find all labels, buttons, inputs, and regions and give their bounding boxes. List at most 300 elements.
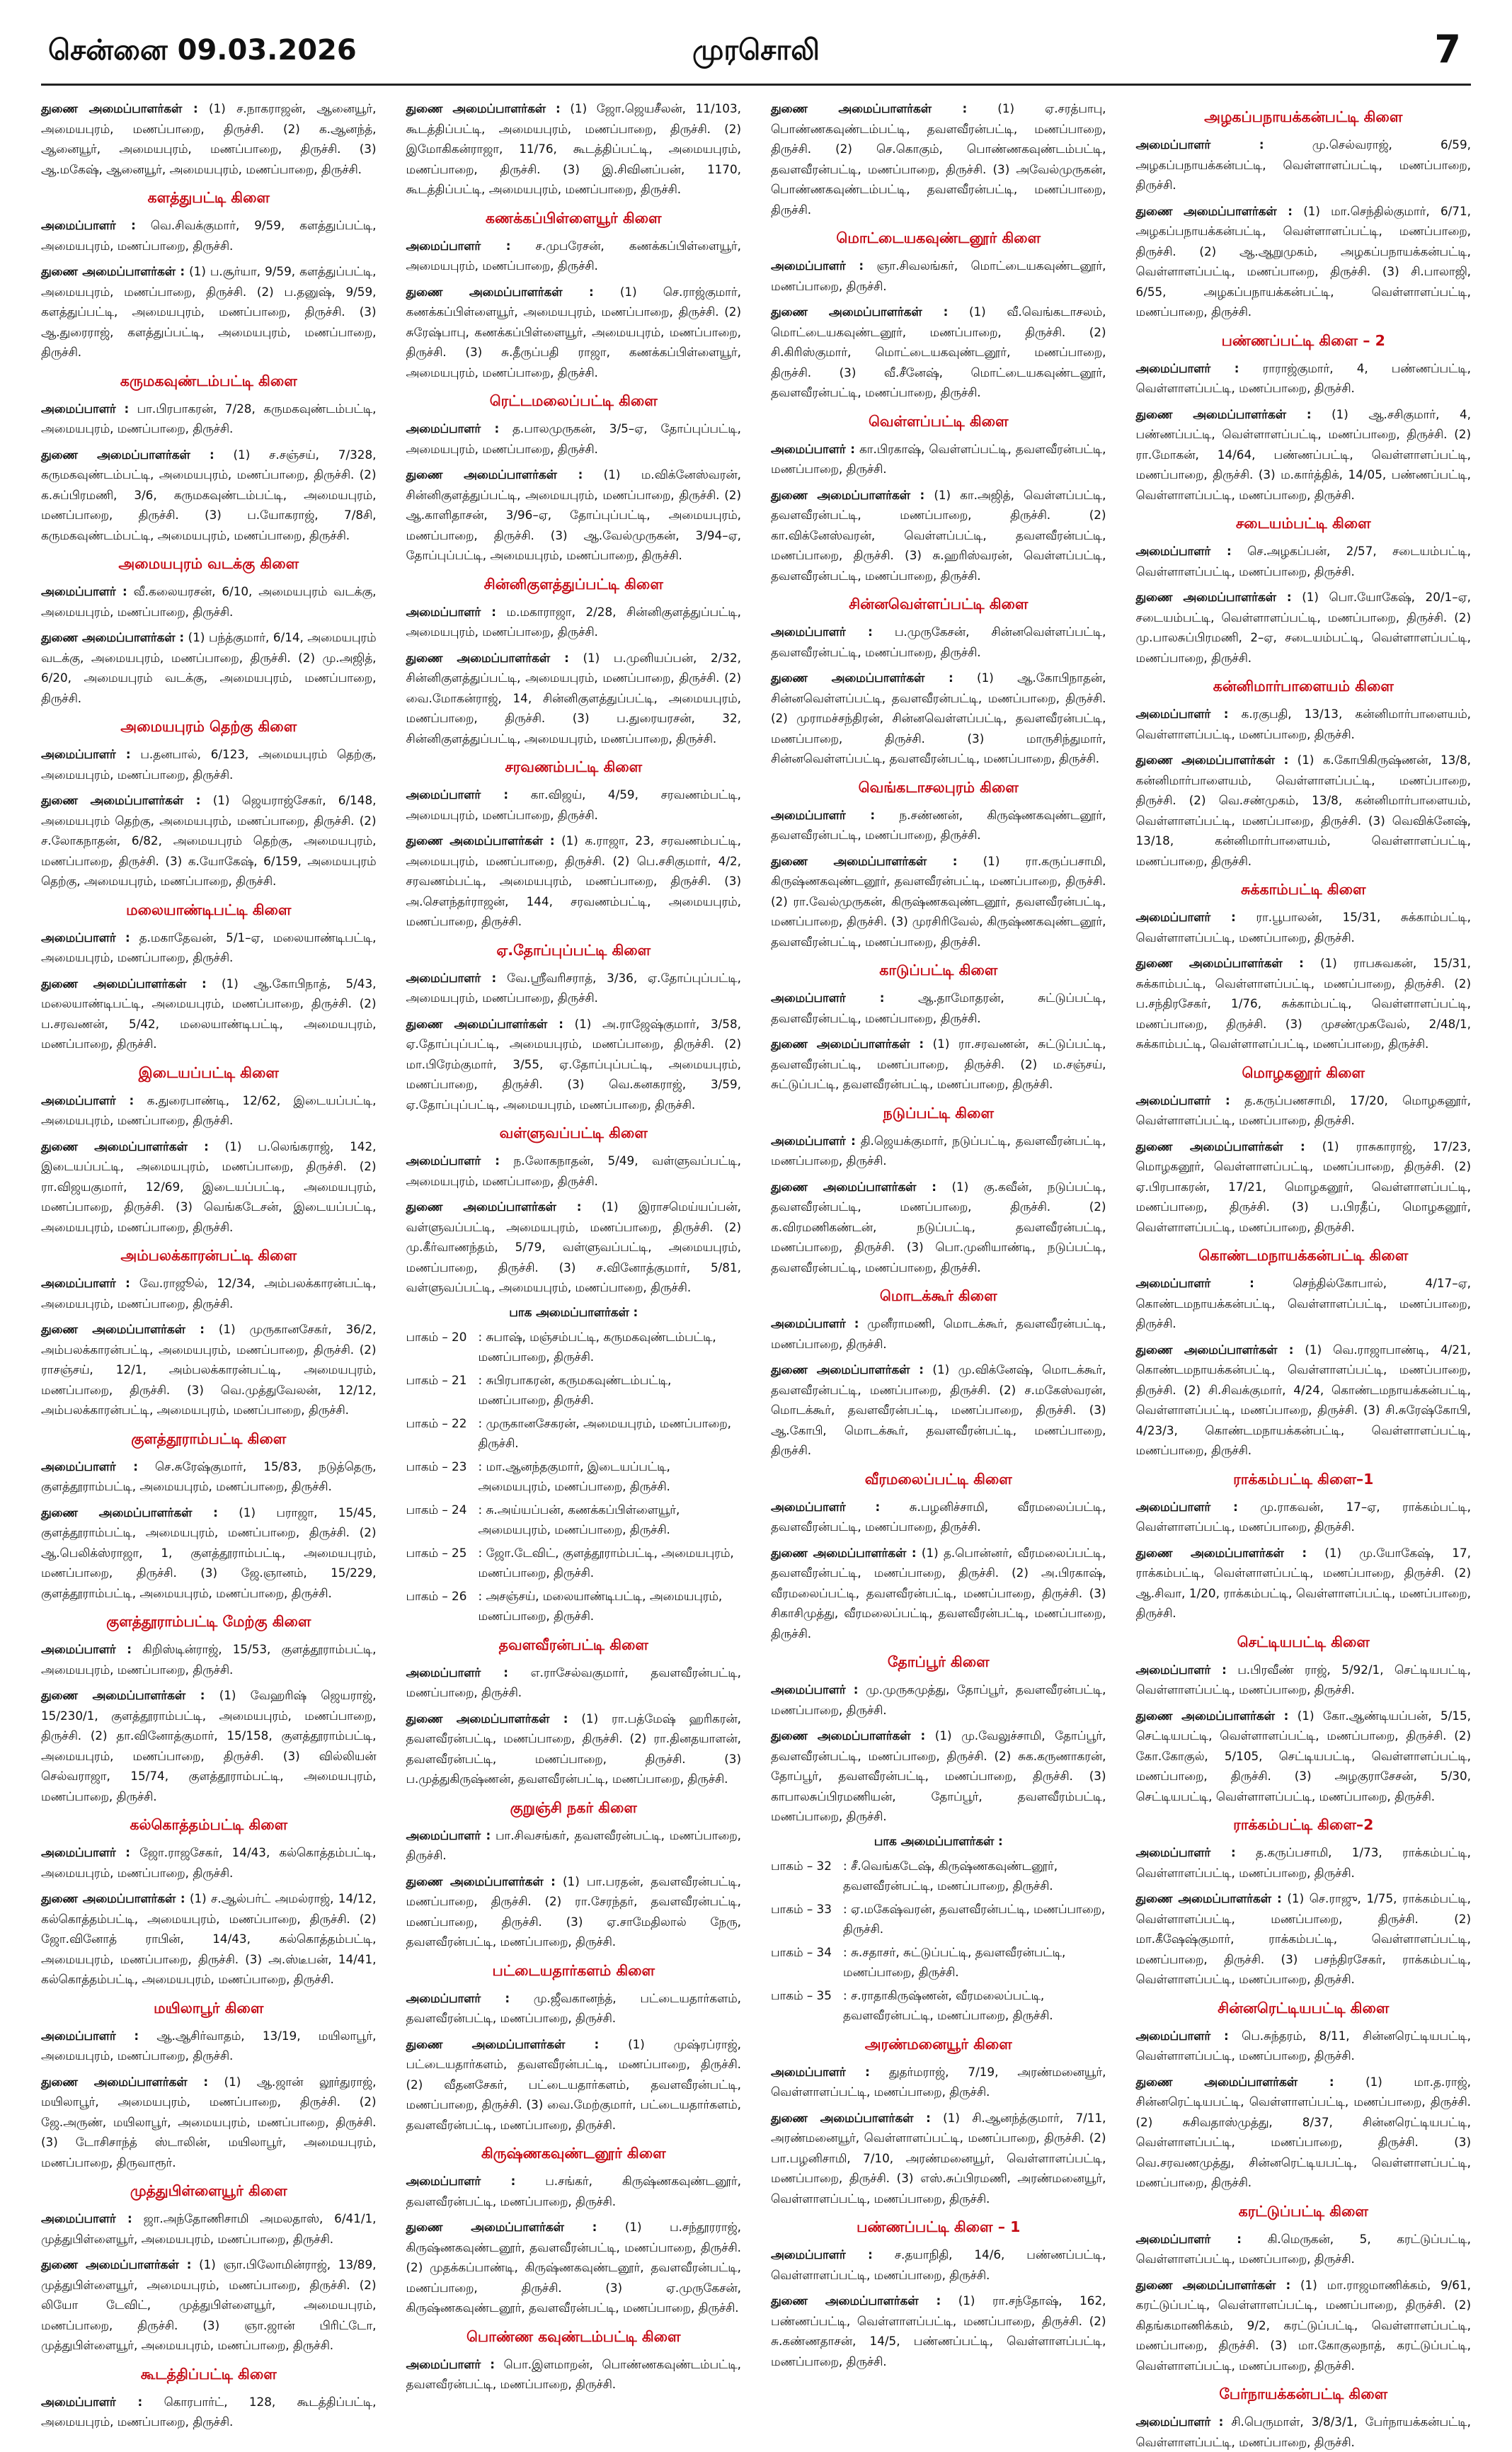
- branch-section: [41, 555, 377, 708]
- role-label: துணை அமைப்பாளர்கள் :: [406, 1199, 582, 1214]
- member-details: பா.பிரபாகரன், 7/28, கருமகவுண்டம்பட்டி, அமையபுரம், மணப்பாறை, திருச்சி.: [41, 401, 377, 435]
- branch-title: பொண்ண கவுண்டம்பட்டி கிளை: [466, 2327, 681, 2345]
- role-label: அமைப்பாளர் :: [41, 2394, 143, 2409]
- branch-title: செட்டியபட்டி கிளை: [1237, 1633, 1370, 1650]
- member-entry: [771, 2062, 1106, 2102]
- member-details: (1) செ.ராஜ்குமார், கணக்கப்பிள்ளையூர், அமையபுரம், மணப்பாறை, திருச்சி. (2) சுரேஷ்பாபு, கணக்கப்பிள்ளையூர், அமையபுரம், மணப்பாறை, திருச்சி. (3) சு.தீருப்பதி ராஜா, கணக்கப்பிள்ளையூர், அமையபுரம், மணப்பாறை, திருச்சி.: [406, 284, 742, 380]
- member-entry: [1136, 2275, 1472, 2376]
- branch-section: [41, 901, 377, 1054]
- member-details: (1) க.ராஜா, 23, சரவணம்பட்டி, அமையபுரம், மணப்பாறை, திருச்சி. (2) பெ.சசிகுமார், 4/2, சரவணம்பட்டி, அமையபுரம், மணப்பாறை, திருச்சி. (3) அ.செளந்தர்ராஜன், 144, சரவணம்பட்டி, அமையபுரம், மணப்பாறை, திருச்சி.: [406, 833, 741, 928]
- branch-section: [1136, 2385, 1472, 2452]
- role-label: துணை அமைப்பாளர்கள் :: [406, 284, 594, 299]
- role-label: அமைப்பாளர் :: [41, 930, 130, 945]
- member-details: மு.ராகவன், 17–ஏ, ராக்கம்பட்டி, வெள்ளாளப்பட்டி, மணப்பாறை, திருச்சி.: [1135, 1499, 1471, 1534]
- booth-organizer: : மா.ஆனந்தகுமார், இடையப்பட்டி, அமையபுரம், மணப்பாறை, திருச்சி.: [478, 1459, 670, 1493]
- branch-title: கல்கொத்தம்பட்டி கிளை: [130, 1816, 288, 1833]
- member-entry: [771, 622, 1106, 662]
- branch-section: [406, 98, 742, 200]
- masthead: [41, 0, 1471, 86]
- member-entry: [1136, 1842, 1472, 1883]
- role-label: அமைப்பாளர் :: [771, 1316, 859, 1330]
- booth-number: பாகம் – 25: [406, 1545, 467, 1560]
- branch-title: ஏ.தோப்புப்பட்டி கிளை: [496, 941, 651, 959]
- role-label: அமைப்பாளர் :: [406, 970, 497, 985]
- role-label: அமைப்பாளர் :: [41, 1642, 132, 1656]
- member-details: வீ.கலையரசன், 6/10, அமையபுரம் வடக்கு, அமையபுரம், மணப்பாறை, திருச்சி.: [41, 584, 377, 619]
- member-entry: [41, 399, 377, 439]
- column-2: [406, 98, 742, 2391]
- branch-section: [771, 1653, 1106, 2026]
- booth-organizer: : சு.சதாசர், சுட்டுப்பட்டி, தவளவீரன்பட்டி, மணப்பாறை, திருச்சி.: [843, 1944, 1066, 1979]
- member-details: பெ.சுந்தரம், 8/11, சின்னரெட்டியபட்டி, வெள்ளாளப்பட்டி, மணப்பாறை, திருச்சி.: [1135, 2028, 1471, 2063]
- branch-title: தோப்பூர் கிளை: [887, 1653, 990, 1670]
- member-details: மு.செல்வராஜ், 6/59, அழகப்பநாயக்கன்பட்டி, வெள்ளாளப்பட்டி, மணப்பாறை, திருச்சி.: [1135, 137, 1471, 192]
- booth-number: பாகம் – 22: [406, 1415, 467, 1430]
- branch-title: அமையபுரம் தெற்கு கிளை: [120, 718, 297, 735]
- member-entry: [1136, 1660, 1472, 1700]
- page-number: 7: [1434, 27, 1461, 72]
- member-details: (1) ப.முனியப்பன், 2/32, சின்னிகுளத்துப்பட்டி, அமையபுரம், மணப்பாறை, திருச்சி. (2) வை.மோகன்ராஜ், 14, சின்னிகுளத்துப்பட்டி, அமையபுரம், மணப்பாறை, திருச்சி. (3) ப.துரையரசன், 32, சின்னிகுளத்துப்பட்டி, அமையபுரம், மணப்பாறை, திருச்சி.: [406, 650, 741, 746]
- branch-section: [771, 98, 1106, 219]
- column-4: [1135, 98, 1472, 2449]
- member-details: (1) சி.ஆனந்த்குமார், 7/11, அரண்மனையூர், வெள்ளாளப்பட்டி, மணப்பாறை, திருச்சி. (2) பா.பழனிசாமி, 7/10, அரண்மனையூர், வெள்ளாளப்பட்டி, மணப்பாறை, திருச்சி. (3) எஸ்.சுப்பிரமணி, அரண்மனையூர், வெள்ளாளப்பட்டி, மணப்பாறை, திருச்சி.: [771, 2110, 1106, 2206]
- member-entry: [41, 2208, 377, 2249]
- member-details: (1) ச.ஆல்பர்ட் அமல்ராஜ், 14/12, கல்கொத்தம்பட்டி, அமையபுரம், மணப்பாறை, திருச்சி. (2) ஜோ.வினோத் ராபின், 14/43, கல்கொத்தம்பட்டி, அமையபுரம், மணப்பாறை, திருச்சி. (3) அ.ஸ்டீபன், 14/41, கல்கொத்தம்பட்டி, அமையபுரம், மணப்பாறை, திருச்சி.: [41, 1891, 377, 1986]
- booth-row: [771, 1942, 1106, 1983]
- member-details: பா.சிவசங்கர், தவளவீரன்பட்டி, மணப்பாறை, திருச்சி.: [406, 1827, 741, 1862]
- member-details: (1) அ.ராஜேஷ்குமார், 3/58, ஏ.தோப்புப்பட்டி, அமையபுரம், மணப்பாறை, திருச்சி. (2) மா.பிரேம்குமார், 3/55, ஏ.தோப்புப்பட்டி, அமையபுரம், மணப்பாறை, திருச்சி. (3) வெ.கனகராஜ், 3/59, ஏ.தோப்புப்பட்டி, அமையபுரம், மணப்பாறை, திருச்சி.: [406, 1016, 741, 1112]
- branch-section: [771, 962, 1106, 1095]
- branch-title: சின்னிகுளத்துப்பட்டி கிளை: [483, 575, 663, 593]
- member-entry: [41, 1136, 377, 1238]
- member-details: கிறிஸ்டின்ராஜ், 15/53, குளத்தூராம்பட்டி, அமையபுரம், மணப்பாறை, திருச்சி.: [41, 1642, 377, 1677]
- branch-section: [41, 98, 377, 179]
- member-details: (1) மா.ராஜமாணிக்கம், 9/61, கரட்டுப்பட்டி, வெள்ளாளப்பட்டி, மணப்பாறை, திருச்சி. (2) கிதங்கமாணிக்கம், 9/2, கரட்டுப்பட்டி, வெள்ளாளப்பட்டி, மணப்பாறை, திருச்சி. (3) மா.கோகுலநாத், கரட்டுப்பட்டி, வெள்ளாளப்பட்டி, மணப்பாறை, திருச்சி.: [1135, 2277, 1471, 2373]
- branch-title: மொடக்கூர் கிளை: [879, 1287, 997, 1304]
- branch-title: அம்பலக்காரன்பட்டி கிளை: [120, 1247, 297, 1264]
- role-label: துணை அமைப்பாளர்கள் :: [771, 1179, 937, 1194]
- member-entry: [406, 785, 742, 825]
- role-label: துணை அமைப்பாளர்கள் :: [771, 2110, 931, 2125]
- booth-organizer: : சு.அய்யப்பன், கணக்கப்பிள்ளையூர், அமையபுரம், மணப்பாறை, திருச்சி.: [478, 1502, 680, 1536]
- booth-organizer: : ச.ராதாகிருஷ்ணன், வீரமலைப்பட்டி, தவளவீரன்பட்டி, மணப்பாறை, திருச்சி.: [843, 1988, 1053, 2022]
- member-details: (1) ஆ.சசிகுமார், 4, பண்ணப்பட்டி, வெள்ளாளப்பட்டி, மணப்பாறை, திருச்சி. (2) ரா.மோகன், 14/64, பண்ணப்பட்டி, வெள்ளாளப்பட்டி, மணப்பாறை, திருச்சி. (3) ம.கார்த்திக், 14/05, பண்ணப்பட்டி, வெள்ளாளப்பட்டி, மணப்பாறை, திருச்சி.: [1135, 406, 1471, 502]
- role-label: துணை அமைப்பாளர்கள் :: [406, 1874, 556, 1888]
- role-label: துணை அமைப்பாளர்கள் :: [406, 2036, 600, 2051]
- branch-section: [1136, 2000, 1472, 2193]
- member-details: (1) ச.நாகராஜன், ஆனையூர், அமையபுரம், மணப்பாறை, திருச்சி. (2) க.ஆனந்த், ஆனையூர், அமையபுரம், மணப்பாறை, திருச்சி. (3) ஆ.மகேஷ், ஆனையூர், அமையபுரம், மணப்பாறை, திருச்சி.: [41, 101, 377, 176]
- branch-title: சரவணம்பட்டி கிளை: [505, 758, 643, 775]
- branch-section: [771, 595, 1106, 769]
- member-entry: [771, 439, 1106, 479]
- role-label: அமைப்பாளர் :: [41, 2028, 139, 2043]
- member-entry: [1136, 201, 1472, 322]
- role-label: அமைப்பாளர் :: [1135, 1499, 1238, 1514]
- member-details: செ.அழகப்பன், 2/57, சடையம்பட்டி, வெள்ளாளப்பட்டி, மணப்பாறை, திருச்சி.: [1135, 544, 1471, 578]
- member-details: கா.விஜய், 4/59, சரவணம்பட்டி, அமையபுரம், மணப்பாறை, திருச்சி.: [406, 787, 741, 822]
- role-label: அமைப்பாளர் :: [771, 1133, 856, 1148]
- member-entry: [41, 1456, 377, 1497]
- member-entry: [406, 1988, 742, 2029]
- member-entry: [771, 1543, 1106, 1644]
- role-label: துணை அமைப்பாளர்கள் :: [406, 1711, 568, 1726]
- role-label: அமைப்பாளர் :: [1135, 1845, 1236, 1859]
- branch-section: [771, 2218, 1106, 2371]
- member-details: (1) பராஜா, 15/45, குளத்தூராம்பட்டி, அமையபுரம், மணப்பாறை, திருச்சி. (2) ஆ.பெலிக்ஸ்ராஜா, 1, குளத்தூராம்பட்டி, அமையபுரம், மணப்பாறை, திருச்சி. (3) ஜே.ஞானம், 15/229, குளத்தூராம்பட்டி, அமையபுரம், மணப்பாறை, திருச்சி.: [41, 1505, 377, 1600]
- branch-title: சுக்காம்பட்டி கிளை: [1240, 881, 1366, 898]
- column-1: [41, 98, 377, 2429]
- column-3: [771, 98, 1106, 2368]
- member-entry: [771, 851, 1106, 952]
- branch-section: [1136, 1633, 1472, 1807]
- member-details: (1) மா.செந்தில்குமார், 6/71, அழகப்பநாயக்கன்பட்டி, வெள்ளாளப்பட்டி, மணப்பாறை, திருச்சி. (2) ஆ.ஆறுமுகம், அழகப்பநாயக்கன்பட்டி, வெள்ளாளப்பட்டி, மணப்பாறை, திருச்சி. (3) சி.பாலாஜி, 6/55, அழகப்பநாயக்கன்பட்டி, வெள்ளாளப்பட்டி, மணப்பாறை, திருச்சி.: [1135, 203, 1471, 319]
- branch-section: [41, 1430, 377, 1604]
- branch-section: [41, 189, 377, 363]
- branch-title: சடையம்பட்டி கிளை: [1235, 515, 1371, 532]
- booth-organizer: : அசஞ்சய், மலையாண்டிபட்டி, அமையபுரம், மணப்பாறை, திருச்சி.: [478, 1588, 723, 1623]
- role-label: அமைப்பாளர் :: [406, 787, 509, 802]
- branch-title: மலையாண்டிபட்டி கிளை: [126, 901, 292, 918]
- member-details: (1) பொ.யோகேஷ், 20/1–ஏ, சடையம்பட்டி, வெள்ளாளப்பட்டி, மணப்பாறை, திருச்சி. (2) மு.பாலசுப்பிரமணி, 2–ஏ, சடையம்பட்டி, வெள்ளாளப்பட்டி, மணப்பாறை, திருச்சி.: [1135, 590, 1471, 665]
- booth-organizer: : முருகானசேகரன், அமையபுரம், மணப்பாறை, திருச்சி.: [478, 1415, 731, 1450]
- role-label: அமைப்பாளர் :: [406, 238, 511, 253]
- member-details: (1) த.பொன்னர், வீரமலைப்பட்டி, தவளவீரன்பட்டி, மணப்பாறை, திருச்சி. (2) அ.பிரகாஷ், வீரமலைப்பட்டி, தவளவீரன்பட்டி, மணப்பாறை, திருச்சி. (3) சிகாசிமுத்து, வீரமலைப்பட்டி, தவளவீரன்பட்டி, மணப்பாறை, திருச்சி.: [771, 1545, 1106, 1641]
- role-label: துணை அமைப்பாளர்கள் :: [41, 793, 201, 807]
- role-label: துணை அமைப்பாளர்கள் :: [771, 853, 958, 868]
- member-entry: [406, 2171, 742, 2211]
- member-entry: [406, 2217, 742, 2318]
- member-details: (1) ரா.கருப்பசாமி, கிருஷ்ணகவுண்டனூர், தவளவீரன்பட்டி, மணப்பாறை, திருச்சி. (2) ரா.வேல்முருகன், கிருஷ்ணகவுண்டனூர், தவளவீரன்பட்டி, மணப்பாறை, திருச்சி. (3) முரசிரிவேல், கிருஷ்ணகவுண்டனூர், தவளவீரன்பட்டி, மணப்பாறை, திருச்சி.: [771, 853, 1106, 949]
- role-label: அமைப்பாளர் :: [41, 401, 130, 416]
- role-label: துணை அமைப்பாளர்கள் :: [1135, 753, 1289, 767]
- branch-section: [41, 2000, 377, 2173]
- role-label: துணை அமைப்பாளர்கள் :: [1135, 956, 1304, 970]
- booth-row: [771, 1985, 1106, 2026]
- booth-number: பாகம் – 23: [406, 1459, 467, 1473]
- member-entry: [1136, 1340, 1472, 1461]
- member-details: ச.தயாநிதி, 14/6, பண்ணப்பட்டி, வெள்ளாளப்பட்டி, மணப்பாறை, திருச்சி.: [771, 2247, 1106, 2282]
- member-details: முனீராமணி, மொடக்கூர், தவளவீரன்பட்டி, மணப்பாறை, திருச்சி.: [771, 1316, 1106, 1351]
- role-label: அமைப்பாளர் :: [406, 1827, 491, 1842]
- booth-organizer: : ஏ.மகேஷ்வரன், தவளவீரன்பட்டி, மணப்பாறை, திருச்சி.: [843, 1901, 1106, 1936]
- role-label: அமைப்பாளர் :: [41, 2211, 132, 2225]
- member-entry: [1136, 2229, 1472, 2269]
- branch-title: பட்டையதார்களம் கிளை: [492, 1961, 655, 1979]
- member-entry: [41, 1639, 377, 1680]
- member-details: ஆ.தாமோதரன், சுட்டுப்பட்டி, தவளவீரன்பட்டி, மணப்பாறை, திருச்சி.: [771, 991, 1106, 1025]
- member-details: (1) ஏ.சரத்பாபு, பொண்ணகவுண்டம்பட்டி, தவளவீரன்பட்டி, மணப்பாறை, திருச்சி. (2) செ.கொகும், பொண்ணகவுண்டம்பட்டி, தவளவீரன்பட்டி, மணப்பாறை, திருச்சி. (3) அவேல்முருகன், பொண்ணகவுண்டம்பட்டி, தவளவீரன்பட்டி, மணப்பாறை, திருச்சி.: [771, 101, 1106, 217]
- member-details: (1) மு.யோகேஷ், 17, ராக்கம்பட்டி, வெள்ளாளப்பட்டி, மணப்பாறை, திருச்சி. (2) ஆ.சிவா, 1/20, ராக்கம்பட்டி, வெள்ளாளப்பட்டி, மணப்பாறை, திருச்சி.: [1135, 1545, 1471, 1620]
- member-entry: [771, 1359, 1106, 1461]
- booth-row: [406, 1543, 742, 1583]
- role-label: அமைப்பாளர் :: [771, 625, 873, 639]
- member-entry: [41, 1319, 377, 1420]
- member-details: ச.முபரேசன், கணக்கப்பிள்ளையூர், அமையபுரம், மணப்பாறை, திருச்சி.: [406, 238, 741, 273]
- member-entry: [771, 1313, 1106, 1354]
- booth-number: பாகம் – 35: [771, 1988, 832, 2002]
- member-entry: [1136, 1090, 1472, 1131]
- branch-title: களத்துபட்டி கிளை: [147, 189, 270, 206]
- member-entry: [771, 988, 1106, 1028]
- branch-title: கூடத்திப்பட்டி கிளை: [140, 2365, 277, 2383]
- role-label: அமைப்பாளர் :: [1135, 137, 1264, 152]
- branch-title: ராக்கம்பட்டி கிளை–2: [1233, 1816, 1374, 1833]
- member-entry: [771, 2108, 1106, 2209]
- role-label: துணை அமைப்பாளர்கள் :: [406, 2220, 597, 2234]
- member-details: ரா.பூபாலன், 15/31, சுக்காம்பட்டி, வெள்ளாளப்பட்டி, மணப்பாறை, திருச்சி.: [1135, 910, 1471, 945]
- member-details: (1) ராசுகாராஜ், 17/23, மொழகனூர், வெள்ளாளப்பட்டி, மணப்பாறை, திருச்சி. (2) ஏ.பிரபாகரன், 17/21, மொழகனூர், வெள்ளாளப்பட்டி, மணப்பாறை, திருச்சி. (3) ப.பிரதீப், மொழகனூர், வெள்ளாளப்பட்டி, மணப்பாறை, திருச்சி.: [1135, 1139, 1471, 1234]
- branch-title: குளத்தூராம்பட்டி கிளை: [131, 1430, 287, 1447]
- member-entry: [406, 1871, 742, 1952]
- branch-section: [771, 229, 1106, 403]
- member-entry: [41, 627, 377, 708]
- member-details: செ.சுரேஷ்குமார், 15/83, நடுத்தெரு, குளத்தூராம்பட்டி, அமையபுரம், மணப்பாறை, திருச்சி.: [41, 1459, 377, 1493]
- member-details: (1) மு.விக்னேஷ், மொடக்கூர், தவளவீரன்பட்டி, மணப்பாறை, திருச்சி. (2) ச.மகேஸ்வரன், மொடக்கூர், தவளவீரன்பட்டி, மணப்பாறை, திருச்சி. (3) ஆ.கோபி, மொடக்கூர், தவளவீரன்பட்டி, மணப்பாறை, திருச்சி.: [771, 1362, 1106, 1457]
- role-label: துணை அமைப்பாளர்கள் :: [771, 671, 953, 685]
- member-entry: [406, 98, 742, 200]
- branch-section: [406, 1124, 742, 1626]
- role-label: அமைப்பாளர் :: [1135, 1093, 1230, 1107]
- member-details: த.கருப்பசாமி, 1/73, ராக்கம்பட்டி, வெள்ளாளப்பட்டி, மணப்பாறை, திருச்சி.: [1135, 1845, 1471, 1880]
- member-details: பொ.இளமாறன், பொண்ணகவுண்டம்பட்டி, தவளவீரன்பட்டி, மணப்பாறை, திருச்சி.: [406, 2356, 741, 2391]
- member-details: செந்தில்கோபால், 4/17–ஏ, கொண்டமநாயக்கன்பட்டி, வெள்ளாளப்பட்டி, மணப்பாறை, திருச்சி.: [1135, 1276, 1471, 1330]
- role-label: அமைப்பாளர் :: [1135, 544, 1232, 558]
- branch-title: கரட்டுப்பட்டி கிளை: [1238, 2202, 1368, 2220]
- member-details: (1) பா.பரதன், தவளவீரன்பட்டி, மணப்பாறை, திருச்சி. (2) ரா.சேரந்தர், தவளவீரன்பட்டி, மணப்பாறை, திருச்சி. (3) ஏ.சாமேதிலால் நேரு, தவளவீரன்பட்டி, மணப்பாறை, திருச்சி.: [406, 1874, 741, 1949]
- branch-title: மொட்டையகவுண்டனூர் கிளை: [836, 229, 1041, 246]
- member-details: (1) ரா.பத்மேஷ் ஹரிகரன், தவளவீரன்பட்டி, மணப்பாறை, திருச்சி. (2) ரா.தினதயாளன், தவளவீரன்பட்டி, மணப்பாறை, திருச்சி. (3) ப.முத்துகிருஷ்ணன், தவளவீரன்பட்டி, மணப்பாறை, திருச்சி.: [406, 1711, 741, 1786]
- role-label: துணை அமைப்பாளர்கள் :: [771, 1362, 924, 1376]
- role-label: துணை அமைப்பாளர்கள் :: [1135, 590, 1292, 604]
- member-entry: [771, 302, 1106, 403]
- role-label: துணை அமைப்பாளர்கள் :: [41, 1891, 185, 1905]
- role-label: துணை அமைப்பாளர்கள் :: [41, 1505, 218, 1519]
- booth-row: [406, 1370, 742, 1410]
- role-label: அமைப்பாளர் :: [41, 747, 131, 761]
- booth-row: [771, 1899, 1106, 1939]
- branch-title: கிருஷ்ணகவுண்டனூர் கிளை: [481, 2145, 666, 2162]
- role-label: துணை அமைப்பாளர்கள் :: [406, 467, 583, 481]
- member-entry: [41, 98, 377, 179]
- branch-title: பண்ணப்பட்டி கிளை – 2: [1221, 331, 1385, 349]
- member-details: (1) பந்த்குமார், 6/14, அமையபுரம் வடக்கு, அமையபுரம், மணப்பாறை, திருச்சி. (2) மு.அஜித், 6/20, அமையபுரம் வடக்கு, அமையபுரம், மணப்பாறை, திருச்சி.: [41, 630, 377, 705]
- branch-section: [1136, 678, 1472, 871]
- role-label: அமைப்பாளர் :: [771, 807, 876, 822]
- member-details: எ.ராசேல்வகுமார், தவளவீரன்பட்டி, மணப்பாறை, திருச்சி.: [406, 1665, 741, 1699]
- role-label: அமைப்பாளர் :: [771, 258, 864, 273]
- member-details: கி.மெருகன், 5, கரட்டுப்பட்டி, வெள்ளாளப்பட்டி, மணப்பாறை, திருச்சி.: [1135, 2231, 1472, 2266]
- branch-title: பண்ணப்பட்டி கிளை – 1: [857, 2218, 1021, 2235]
- member-details: ப.பிரவீண் ராஜ், 5/92/1, செட்டியபட்டி, வெள்ளாளப்பட்டி, மணப்பாறை, திருச்சி.: [1135, 1662, 1471, 1697]
- article-columns: [41, 86, 1472, 2449]
- member-entry: [1136, 1497, 1472, 1537]
- branch-title: பேர்நாயக்கன்பட்டி கிளை: [1219, 2385, 1388, 2402]
- member-entry: [41, 1888, 377, 1990]
- branch-section: [41, 1613, 377, 1806]
- member-details: (1) கா.அஜித், வெள்ளப்பட்டி, தவளவீரன்பட்டி, மணப்பாறை, திருச்சி. (2) கா.விக்னேஸ்வரன், வெள்ளப்பட்டி, தவளவீரன்பட்டி, மணப்பாறை, திருச்சி. (3) சு.ஹரிஸ்வரன், வெள்ளப்பட்டி, தவளவீரன்பட்டி, மணப்பாறை, திருச்சி.: [771, 487, 1106, 583]
- member-entry: [1136, 2026, 1472, 2066]
- member-entry: [1136, 541, 1472, 581]
- paper-name: முரசொலி: [692, 34, 820, 67]
- booth-organizer: : சுபிரபாகரன், கருமகவுண்டம்பட்டி, மணப்பாறை, திருச்சி.: [478, 1372, 672, 1407]
- branch-title: கணக்கப்பிள்ளையூர் கிளை: [485, 209, 662, 227]
- role-label: அமைப்பாளர் :: [406, 2174, 516, 2188]
- member-details: (1) ஆ.கோபிநாதன், சின்னவெள்ளப்பட்டி, தவளவீரன்பட்டி, மணப்பாறை, திருச்சி. (2) முராமச்சந்திரன், சின்னவெள்ளப்பட்டி, தவளவீரன்பட்டி, மணப்பாறை, திருச்சி. (3) மாருசிந்துமார், சின்னவெள்ளப்பட்டி, தவளவீரன்பட்டி, மணப்பாறை, திருச்சி.: [771, 671, 1106, 765]
- role-label: துணை அமைப்பாளர்கள் :: [1135, 1545, 1307, 1560]
- member-entry: [1136, 1888, 1472, 1990]
- member-entry: [41, 2254, 377, 2356]
- member-entry: [1136, 2412, 1472, 2452]
- role-label: துணை அமைப்பாளர்கள் :: [1135, 1139, 1305, 1153]
- member-entry: [771, 1726, 1106, 1827]
- role-label: துணை அமைப்பாளர்கள் :: [41, 1139, 209, 1153]
- role-label: அமைப்பாளர் :: [41, 1459, 138, 1473]
- branch-section: [1136, 881, 1472, 1054]
- booth-organizers-heading: பாக அமைப்பாளர்கள் :: [509, 1304, 638, 1319]
- member-entry: [406, 236, 742, 276]
- branch-section: [406, 1962, 742, 2135]
- role-label: துணை அமைப்பாளர்கள் :: [771, 101, 968, 115]
- role-label: துணை அமைப்பாளர்கள் :: [771, 1545, 917, 1560]
- branch-section: [41, 2182, 377, 2356]
- role-label: துணை அமைப்பாளர்கள் :: [41, 2074, 209, 2089]
- member-entry: [771, 256, 1106, 296]
- role-label: துணை அமைப்பாளர்கள் :: [41, 1322, 205, 1336]
- role-label: அமைப்பாளர் :: [1135, 360, 1239, 375]
- branch-section: [1136, 1064, 1472, 1238]
- member-details: தி.ஜெயக்குமார், நடுப்பட்டி, தவளவீரன்பட்டி, மணப்பாறை, திருச்சி.: [771, 1133, 1106, 1168]
- booth-row: [771, 1856, 1106, 1896]
- member-details: (1) முருகானசேகர், 36/2, அம்பலக்காரன்பட்டி, அமையபுரம், மணப்பாறை, திருச்சி. (2) ராசஞ்சய், 12/1, அம்பலக்காரன்பட்டி, அமையபுரம், மணப்பாறை, திருச்சி. (3) வெ.முத்துவேலன், 12/12, அம்பலக்காரன்பட்டி, அமையபுரம், மணப்பாறை, திருச்சி.: [41, 1322, 377, 1417]
- member-entry: [406, 1663, 742, 1703]
- member-details: (1) ப.சூர்யா, 9/59, களத்துப்பட்டி, அமையபுரம், மணப்பாறை, திருச்சி. (2) ப.தனுஷ், 9/59, களத்துப்பட்டி, அமையபுரம், மணப்பாறை, திருச்சி. (3) ஆ.துரைராஜ், களத்துப்பட்டி, அமையபுரம், மணப்பாறை, திருச்சி.: [41, 264, 377, 359]
- member-entry: [41, 1273, 377, 1313]
- branch-section: [406, 576, 742, 749]
- branch-title: முத்துபிள்ளையூர் கிளை: [130, 2182, 287, 2199]
- role-label: துணை அமைப்பாளர்கள் :: [41, 2257, 192, 2271]
- member-entry: [41, 1502, 377, 1604]
- role-label: துணை அமைப்பாளர்கள் :: [1135, 203, 1293, 218]
- member-entry: [771, 1131, 1106, 1171]
- branch-section: [406, 942, 742, 1115]
- role-label: துணை அமைப்பாளர்கள் :: [771, 1728, 926, 1743]
- branch-title: சின்னவெள்ளப்பட்டி கிளை: [849, 595, 1029, 612]
- member-details: கொரபார்ட், 128, கூடத்திப்பட்டி, அமையபுரம், மணப்பாறை, திருச்சி.: [41, 2394, 377, 2429]
- member-details: (1) இராசமெய்யப்பன், வள்ளுவப்பட்டி, அமையபுரம், மணப்பாறை, திருச்சி. (2) மு.கீர்வாணந்தம், 5/79, வள்ளுவப்பட்டி, அமையபுரம், மணப்பாறை, திருச்சி. (3) ச.வினோத்குமார், 5/81, வள்ளுவப்பட்டி, அமையபுரம், மணப்பாறை, திருச்சி.: [406, 1199, 741, 1294]
- member-details: ஜா.அந்தோணிசாமி அமலதாஸ், 6/41/1, முத்துபிள்ளையூர், அமையபுரம், மணப்பாறை, திருச்சி.: [41, 2211, 377, 2246]
- booth-organizers-heading: பாக அமைப்பாளர்கள் :: [874, 1833, 1003, 1848]
- member-entry: [771, 1497, 1106, 1537]
- booth-number: பாகம் – 21: [406, 1372, 467, 1387]
- member-details: கா.பிரகாஷ், வெள்ளப்பட்டி, தவளவீரன்பட்டி, மணப்பாறை, திருச்சி.: [771, 441, 1106, 476]
- role-label: அமைப்பாளர் :: [1135, 2231, 1242, 2246]
- member-details: க.ரகுபதி, 13/13, கன்னிமார்பாளையம், வெள்ளாளப்பட்டி, மணப்பாறை, திருச்சி.: [1135, 707, 1471, 741]
- branch-title: வீரமலைப்பட்டி கிளை: [864, 1470, 1012, 1488]
- member-entry: [1136, 404, 1472, 506]
- member-details: க.துரைபாண்டி, 12/62, இடையப்பட்டி, அமையபுரம், மணப்பாறை, திருச்சி.: [41, 1093, 377, 1127]
- member-entry: [406, 418, 742, 459]
- role-label: அமைப்பாளர் :: [406, 421, 500, 435]
- member-entry: [41, 261, 377, 363]
- member-entry: [41, 2026, 377, 2066]
- member-details: ப.சங்கர், கிருஷ்ணகவுண்டனூர், தவளவீரன்பட்டி, மணப்பாறை, திருச்சி.: [406, 2174, 741, 2208]
- role-label: அமைப்பாளர் :: [771, 2064, 870, 2079]
- branch-section: [771, 1287, 1106, 1461]
- branch-title: ராக்கம்பட்டி கிளை–1: [1233, 1470, 1374, 1488]
- member-details: சு.பழனிச்சாமி, வீரமலைப்பட்டி, தவளவீரன்பட்டி, மணப்பாறை, திருச்சி.: [771, 1499, 1106, 1534]
- role-label: துணை அமைப்பாளர்கள் :: [771, 1037, 924, 1051]
- role-label: துணை அமைப்பாளர்கள் :: [771, 304, 949, 319]
- role-label: அமைப்பாளர் :: [41, 1276, 130, 1290]
- member-entry: [41, 2072, 377, 2173]
- role-label: துணை அமைப்பாளர்கள் :: [406, 833, 555, 848]
- member-entry: [1136, 358, 1472, 399]
- role-label: அமைப்பாளர் :: [1135, 1662, 1227, 1677]
- branch-title: காடுப்பட்டி கிளை: [879, 962, 998, 979]
- member-entry: [1136, 953, 1472, 1054]
- member-details: (1) கோ.ஆண்டியப்பன், 5/15, செட்டியபட்டி, வெள்ளாளப்பட்டி, மணப்பாறை, திருச்சி. (2) கோ.கோகுல், 5/105, செட்டியபட்டி, வெள்ளாளப்பட்டி, மணப்பாறை, திருச்சி. (3) அழகுராசேசன், 5/30, செட்டியபட்டி, வெள்ளாளப்பட்டி, மணப்பாறை, திருச்சி.: [1135, 1708, 1471, 1803]
- member-details: ந.சண்ணன், கிருஷ்ணகவுண்டனூர், தவளவீரன்பட்டி, மணப்பாறை, திருச்சி.: [771, 807, 1106, 842]
- role-label: துணை அமைப்பாளர்கள் :: [41, 630, 185, 644]
- member-details: வெ.சிவக்குமார், 9/59, களத்துப்பட்டி, அமையபுரம், மணப்பாறை, திருச்சி.: [41, 218, 377, 253]
- member-entry: [41, 928, 377, 968]
- role-label: அமைப்பாளர் :: [41, 584, 127, 598]
- branch-section: [406, 1636, 742, 1789]
- branch-section: [406, 2145, 742, 2318]
- branch-section: [1136, 332, 1472, 506]
- member-entry: [406, 1709, 742, 1789]
- member-entry: [406, 1151, 742, 1191]
- member-details: (1) மு.வேலுச்சாமி, தோப்பூர், தவளவீரன்பட்டி, மணப்பாறை, திருச்சி. (2) சுக.கருணாகரன், தோப்பூர், தவளவீரன்பட்டி, மணப்பாறை, திருச்சி. (3) காபாலசுப்பிரமணியன், தோப்பூர், தவளவீரம்பட்டி, மணப்பாறை, திருச்சி.: [771, 1728, 1106, 1823]
- role-label: அமைப்பாளர் :: [1135, 707, 1229, 721]
- booth-organizer: : சீ.வெங்கடேஷ், கிருஷ்ணகவுண்டனூர், தவளவீரன்பட்டி, மணப்பாறை, திருச்சி.: [843, 1858, 1058, 1893]
- member-details: (1) வெ.ராஜாபாண்டி, 4/21, கொண்டமநாயக்கன்பட்டி, வெள்ளாளப்பட்டி, மணப்பாறை, திருச்சி. (2) சி.சிவக்குமார், 4/24, கொண்டமநாயக்கன்பட்டி, வெள்ளாளப்பட்டி, மணப்பாறை, திருச்சி. (3) சி.சுரேஷ்கோபி, 4/23/3, கொண்டமநாயக்கன்பட்டி, வெள்ளாளப்பட்டி, மணப்பாறை, திருச்சி.: [1135, 1342, 1471, 1457]
- role-label: துணை அமைப்பாளர்கள் :: [41, 1688, 205, 1702]
- member-details: (1) ஆ.கோபிநாத், 5/43, மலையாண்டிபட்டி, அமையபுரம், மணப்பாறை, திருச்சி. (2) ப.சரவணன், 5/42, மலையாண்டிபட்டி, அமையபுரம், மணப்பாறை, திருச்சி.: [41, 976, 377, 1051]
- member-details: த.மகாதேவன், 5/1–ஏ, மலையாண்டிபட்டி, அமையபுரம், மணப்பாறை, திருச்சி.: [41, 930, 377, 964]
- member-details: (1) ஞா.பிலோமின்ராஜ், 13/89, முத்துபிள்ளையூர், அமையபுரம், மணப்பாறை, திருச்சி. (2) லியோ டேவிட், முத்துபிள்ளையூர், அமையபுரம், மணப்பாறை, திருச்சி. (3) ஞா.ஜான் பிரிட்டோ, முத்துபிள்ளையூர், அமையபுரம், மணப்பாறை, திருச்சி.: [41, 2257, 377, 2352]
- role-label: துணை அமைப்பாளர்கள் :: [771, 2293, 941, 2308]
- branch-section: [771, 413, 1106, 586]
- member-entry: [771, 485, 1106, 586]
- role-label: அமைப்பாளர் :: [406, 1990, 510, 2005]
- member-details: ப.முருகேசன், சின்னவெள்ளப்பட்டி, தவளவீரன்பட்டி, மணப்பாறை, திருச்சி.: [771, 625, 1106, 659]
- role-label: துணை அமைப்பாளர்கள் :: [771, 487, 925, 502]
- branch-section: [771, 1105, 1106, 1278]
- role-label: அமைப்பாளர் :: [771, 1682, 859, 1697]
- member-details: (1) ம.விக்னேஸ்வரன், சின்னிகுளத்துப்பட்டி, அமையபுரம், மணப்பாறை, திருச்சி. (2) ஆ.காளிதாசன், 3/96–ஏ, தோப்புப்பட்டி, அமையபுரம், மணப்பாறை, திருச்சி. (3) ஆ.வேல்முருகன், 3/94–ஏ, தோப்புப்பட்டி, அமையபுரம், மணப்பாறை, திருச்சி.: [406, 467, 741, 562]
- member-details: ம.மகாராஜா, 2/28, சின்னிகுளத்துப்பட்டி, அமையபுரம், மணப்பாறை, திருச்சி.: [406, 604, 741, 639]
- member-entry: [406, 602, 742, 642]
- role-label: துணை அமைப்பாளர்கள் :: [1135, 406, 1312, 421]
- branch-title: அமையபுரம் வடக்கு கிளை: [118, 555, 299, 572]
- branch-title: அரண்மனையூர் கிளை: [864, 2035, 1012, 2053]
- branch-title: தவளவீரன்பட்டி கிளை: [498, 1636, 648, 1653]
- branch-title: வள்ளுவப்பட்டி கிளை: [499, 1124, 648, 1141]
- member-entry: [41, 2392, 377, 2432]
- member-entry: [406, 464, 742, 566]
- member-details: (1) வீ.வெங்கடாசலம், மொட்டையகவுண்டனூர், மணப்பாறை, திருச்சி. (2) சி.கிரிஸ்குமார், மொட்டையகவுண்டனூர், மணப்பாறை, திருச்சி. (3) வீ.சீனேஷ், மொட்டையகவுண்டனூர், தவளவீரன்பட்டி, மணப்பாறை, திருச்சி.: [771, 304, 1106, 399]
- booth-row: [406, 1413, 742, 1454]
- role-label: அமைப்பாளர் :: [1135, 910, 1236, 924]
- member-entry: [771, 805, 1106, 845]
- member-details: (1) ஆ.ஜான் லூர்துராஜ், மயிலாபூர், அமையபுரம், மணப்பாறை, திருச்சி. (2) ஜே.அருண், மயிலாபூர், அமையபுரம், மணப்பாறை, திருச்சி. (3) டோசிசாந்த் ஸ்டாலின், மயிலாபூர், அமையபுரம், மணப்பாறை, திருவாரூர்.: [41, 2074, 377, 2169]
- member-details: (1) செ.ராஜு, 1/75, ராக்கம்பட்டி, வெள்ளாளப்பட்டி, மணப்பாறை, திருச்சி. (2) மா.கீஷேஷ்குமார், ராக்கம்பட்டி, வெள்ளாளப்பட்டி, மணப்பாறை, திருச்சி. (3) பசந்திரசேகர், ராக்கம்பட்டி, வெள்ளாளப்பட்டி, மணப்பாறை, திருச்சி.: [1135, 1891, 1471, 1986]
- booth-row: [406, 1586, 742, 1626]
- role-label: அமைப்பாளர் :: [771, 991, 885, 1005]
- booth-organizer: : ஜோ.டேவிட், குளத்தூராம்பட்டி, அமையபுரம், மணப்பாறை, திருச்சி.: [478, 1545, 734, 1580]
- member-details: (1) ஜெயராஜ்சேகர், 6/148, அமையபுரம் தெற்கு, அமையபுரம், மணப்பாறை, திருச்சி. (2) ச.லோகநாதன், 6/82, அமையபுரம் தெற்கு, அமையபுரம், மணப்பாறை, திருச்சி. (3) க.யோகேஷ், 6/159, அமையபுரம் தெற்கு, அமையபுரம், மணப்பாறை, திருச்சி.: [41, 793, 377, 888]
